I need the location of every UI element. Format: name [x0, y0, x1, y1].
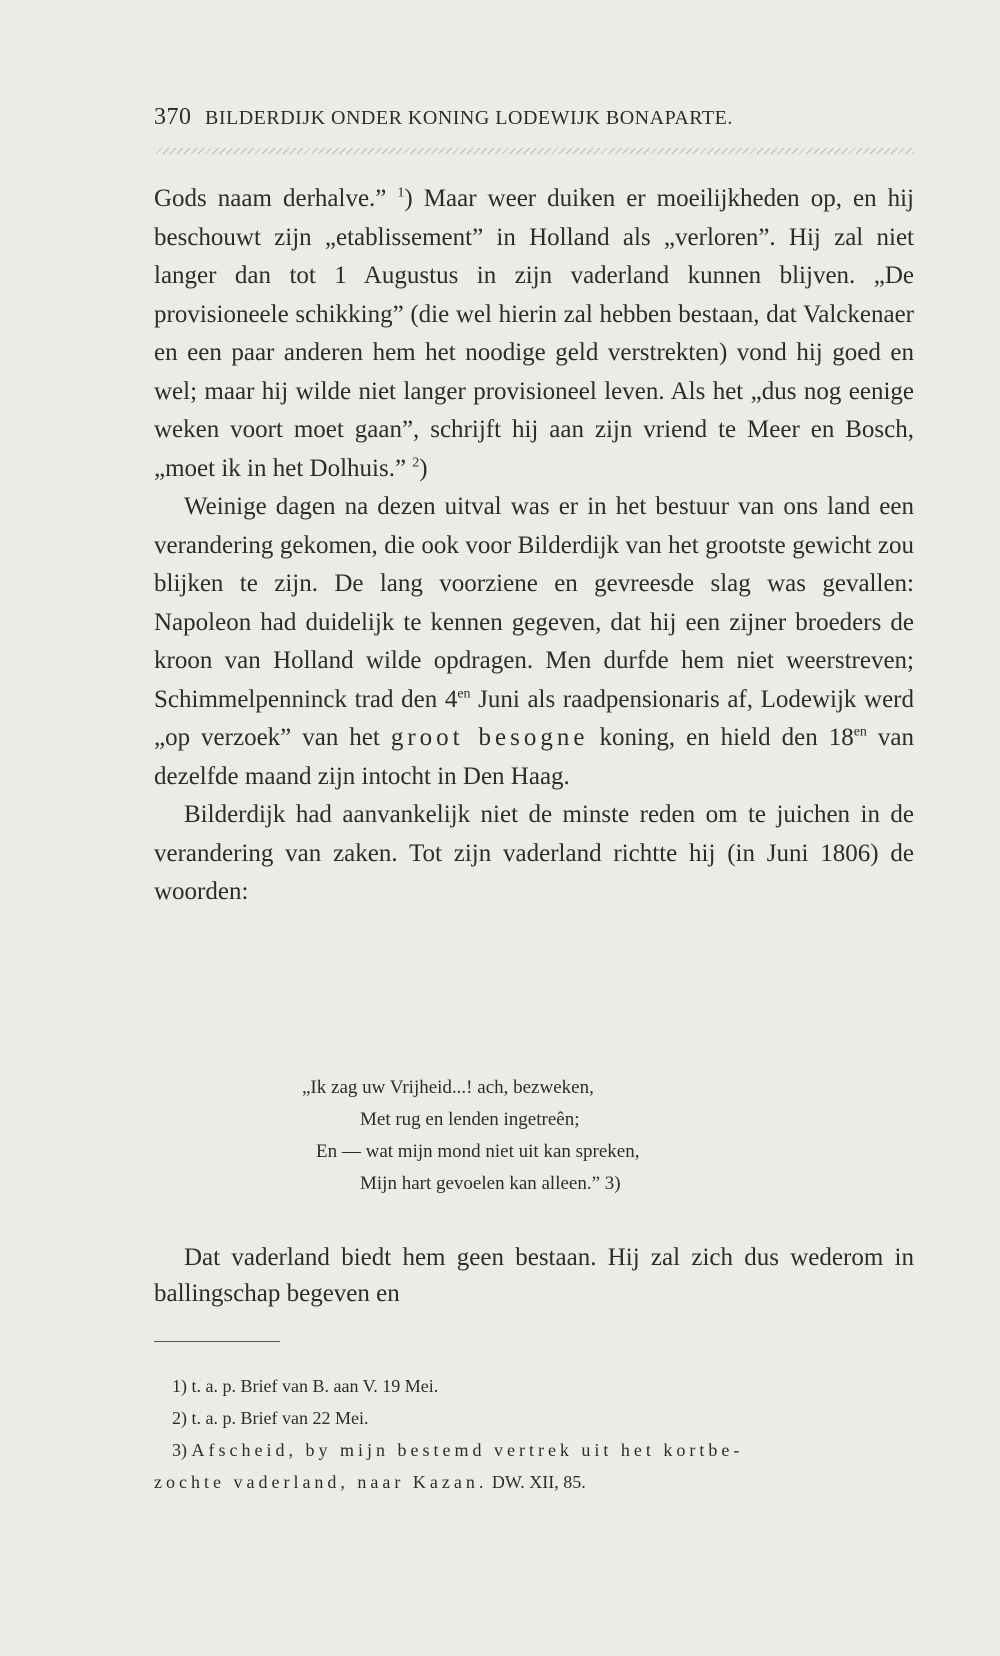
verse-line-4: Mijn hart gevoelen kan alleen.” 3)	[360, 1173, 621, 1194]
running-header	[154, 104, 914, 131]
footnote-ref-2: 2	[412, 455, 420, 471]
header-rule	[154, 148, 914, 154]
body-text-continued	[154, 1240, 914, 1312]
footnotes	[154, 1370, 914, 1498]
footnote-3-title: Afscheid, by mijn bestemd vertrek uit het kortbe-	[191, 1440, 744, 1460]
paragraph-1	[154, 180, 914, 488]
verse-line-3: En — wat mijn mond niet uit kan spreken,	[316, 1141, 640, 1162]
paragraph-2-text-a: Weinige dagen na dezen uitval was er in het bestuur van ons land een verandering gekomen, die ook voor Bilderdijk van het grootste gewicht zou blijken te zijn. De lang voorziene en gevreesde slag was gevallen: Napoleon had duidelijk te kennen gegeven, dat hij een zijner broeders de kroon van Holland wilde opdragen. Men durfde hem niet weerstreven; Schimmelpenninck trad den 4	[154, 493, 914, 713]
verse-line-2: Met rug en lenden ingetreên;	[360, 1109, 580, 1130]
paragraph-1-text-a: Gods naam derhalve.”	[154, 185, 387, 212]
footnote-3-reference: DW. XII, 85.	[491, 1472, 586, 1492]
verse-line-1: „Ik zag uw Vrijheid...! ach, bezweken,	[302, 1077, 594, 1098]
footnote-3-continued	[154, 1466, 914, 1498]
ordinal-suffix-1: en	[457, 686, 471, 702]
spaced-emphasis: groot besogne	[390, 724, 589, 751]
paragraph-2-text-c: koning, en hield den 18	[599, 724, 854, 751]
footnote-1: 1) t. a. p. Brief van B. aan V. 19 Mei.	[172, 1376, 439, 1396]
body-text	[154, 180, 914, 912]
footnote-3-mark: 3)	[172, 1440, 187, 1460]
footnote-separator	[154, 1341, 280, 1342]
verse-block	[154, 1072, 914, 1200]
paragraph-2-text-b: Juni als raadpensionaris af, Lodewijk werd „op verzoek” van het	[154, 685, 915, 751]
paragraph-1-text-c: )	[419, 454, 428, 482]
paragraph-4: Dat vaderland biedt hem geen bestaan. Hij zal zich dus wederom in ballingschap begeven en	[154, 1244, 914, 1307]
paragraph-2-text-d: van dezelfde maand zijn intocht in Den Haag.	[154, 724, 914, 790]
paragraph-3: Bilderdijk had aanvankelijk niet de minste reden om te juichen in de verandering van zaken. Tot zijn vaderland richtte hij (in Juni 1806) de woorden:	[154, 801, 914, 905]
paragraph-2	[154, 488, 914, 796]
running-title: BILDERDIJK ONDER KONING LODEWIJK BONAPARTE.	[205, 107, 733, 129]
page-number: 370	[154, 104, 192, 130]
footnote-2: 2) t. a. p. Brief van 22 Mei.	[172, 1408, 369, 1428]
footnote-3	[154, 1434, 914, 1466]
footnote-3-title-continued: zochte vaderland, naar Kazan.	[154, 1472, 488, 1492]
footnote-ref-1: 1	[397, 185, 405, 201]
paragraph-1-text-b: ) Maar weer duiken er moeilijkheden op, en hij beschouwt zijn „etablissement” in Holland als „verloren”. Hij zal niet langer dan tot 1 Augustus in zijn vaderland kunnen blijven. „De provisioneele schikking” (die wel hierin zal hebben bestaan, dat Valckenaer en een paar anderen hem het noodige geld verstrekten) vond hij goed en wel; maar hij wilde niet langer provisioneel leven. Als het „dus nog eenige weken voort moet gaan”, schrijft hij aan zijn vriend te Meer en Bosch, „moet ik in het Dolhuis.”	[154, 185, 915, 482]
ordinal-suffix-2: en	[853, 724, 867, 740]
